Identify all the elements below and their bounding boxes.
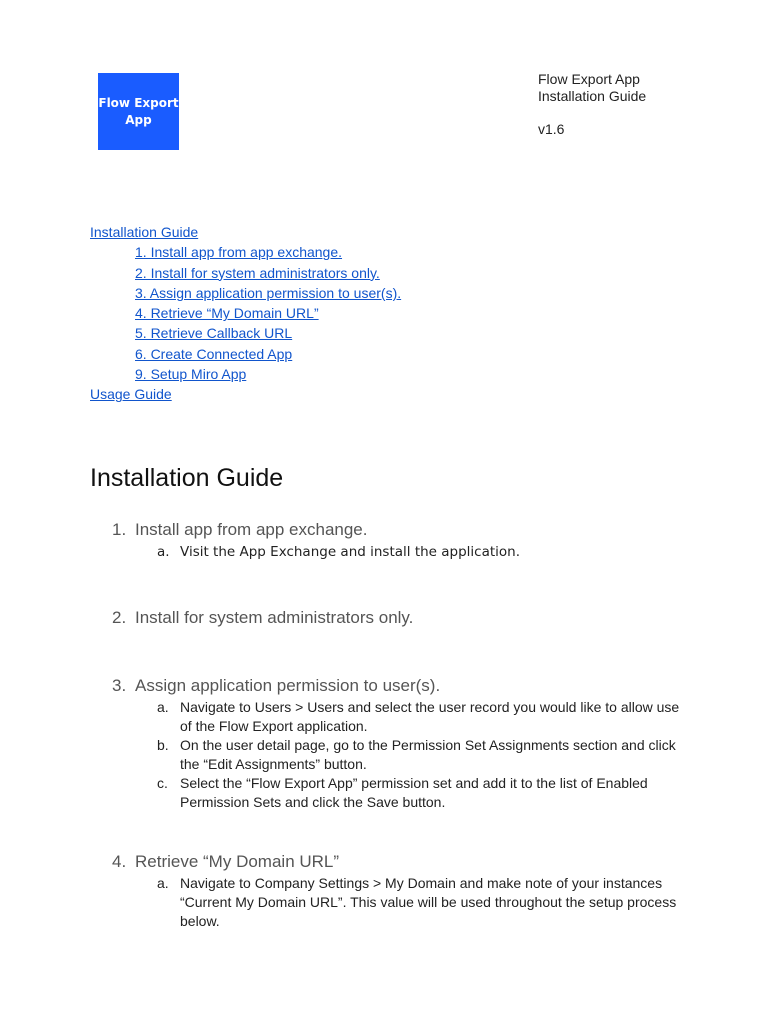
step-number: 2. bbox=[112, 608, 127, 627]
list-item bbox=[157, 874, 687, 931]
list-item bbox=[157, 698, 687, 736]
list-item-letter: c. bbox=[157, 775, 168, 791]
toc-link-step-1[interactable]: 1. Install app from app exchange. bbox=[135, 244, 343, 261]
list-item-text: Navigate to Users > Users and select the user record you would like to allow use of the Flow Export application. bbox=[180, 699, 680, 734]
step-heading-3 bbox=[112, 675, 440, 697]
page-title: Installation Guide bbox=[90, 464, 284, 492]
step-number: 1. bbox=[112, 520, 127, 539]
list-item bbox=[157, 736, 687, 774]
list-item-letter: a. bbox=[157, 875, 169, 891]
header-doc-type: Installation Guide bbox=[538, 88, 647, 104]
logo-text-line2: App bbox=[125, 112, 152, 127]
list-item-letter: a. bbox=[157, 544, 170, 560]
toc-link-usage-guide[interactable]: Usage Guide bbox=[90, 386, 172, 403]
toc-link-step-6[interactable]: 6. Create Connected App bbox=[135, 345, 293, 362]
document-header bbox=[538, 71, 646, 138]
step-title: Assign application permission to user(s). bbox=[135, 676, 441, 695]
toc-link-step-9[interactable]: 9. Setup Miro App bbox=[135, 366, 247, 383]
table-of-contents bbox=[90, 222, 401, 405]
list-item bbox=[157, 543, 687, 562]
logo-text-line1: Flow Export bbox=[98, 95, 179, 110]
step-title: Retrieve “My Domain URL” bbox=[135, 852, 340, 871]
step-1-subitems bbox=[157, 543, 687, 562]
list-item-text: Navigate to Company Settings > My Domain and make note of your instances “Current My Domain URL”. This value will be used throughout the setup process below. bbox=[180, 875, 677, 929]
header-app-name: Flow Export App bbox=[538, 71, 640, 87]
list-item-text: Visit the App Exchange and install the application. bbox=[180, 544, 521, 560]
step-3-subitems bbox=[157, 698, 687, 812]
step-4-subitems bbox=[157, 874, 687, 931]
list-item-letter: b. bbox=[157, 737, 169, 753]
toc-link-step-5[interactable]: 5. Retrieve Callback URL bbox=[135, 325, 293, 342]
list-item-text: On the user detail page, go to the Permission Set Assignments section and click the “Edit Assignments” button. bbox=[180, 737, 676, 772]
toc-link-installation-guide[interactable]: Installation Guide bbox=[90, 224, 199, 240]
step-heading-1 bbox=[112, 519, 367, 541]
toc-link-step-4[interactable]: 4. Retrieve “My Domain URL” bbox=[135, 305, 319, 322]
step-number: 4. bbox=[112, 852, 127, 871]
step-number: 3. bbox=[112, 676, 127, 695]
toc-link-step-2[interactable]: 2. Install for system administrators only. bbox=[135, 264, 380, 281]
step-title: Install for system administrators only. bbox=[135, 608, 414, 627]
toc-link-step-3[interactable]: 3. Assign application permission to user(s). bbox=[135, 284, 402, 301]
list-item-text: Select the “Flow Export App” permission set and add it to the list of Enabled Permission Sets and click the Save button. bbox=[180, 775, 648, 810]
step-heading-4 bbox=[112, 851, 339, 873]
header-version: v1.6 bbox=[538, 121, 565, 137]
app-logo bbox=[98, 73, 179, 150]
step-heading-2 bbox=[112, 607, 413, 629]
step-title: Install app from app exchange. bbox=[135, 520, 368, 539]
list-item-letter: a. bbox=[157, 699, 169, 715]
list-item bbox=[157, 774, 687, 812]
